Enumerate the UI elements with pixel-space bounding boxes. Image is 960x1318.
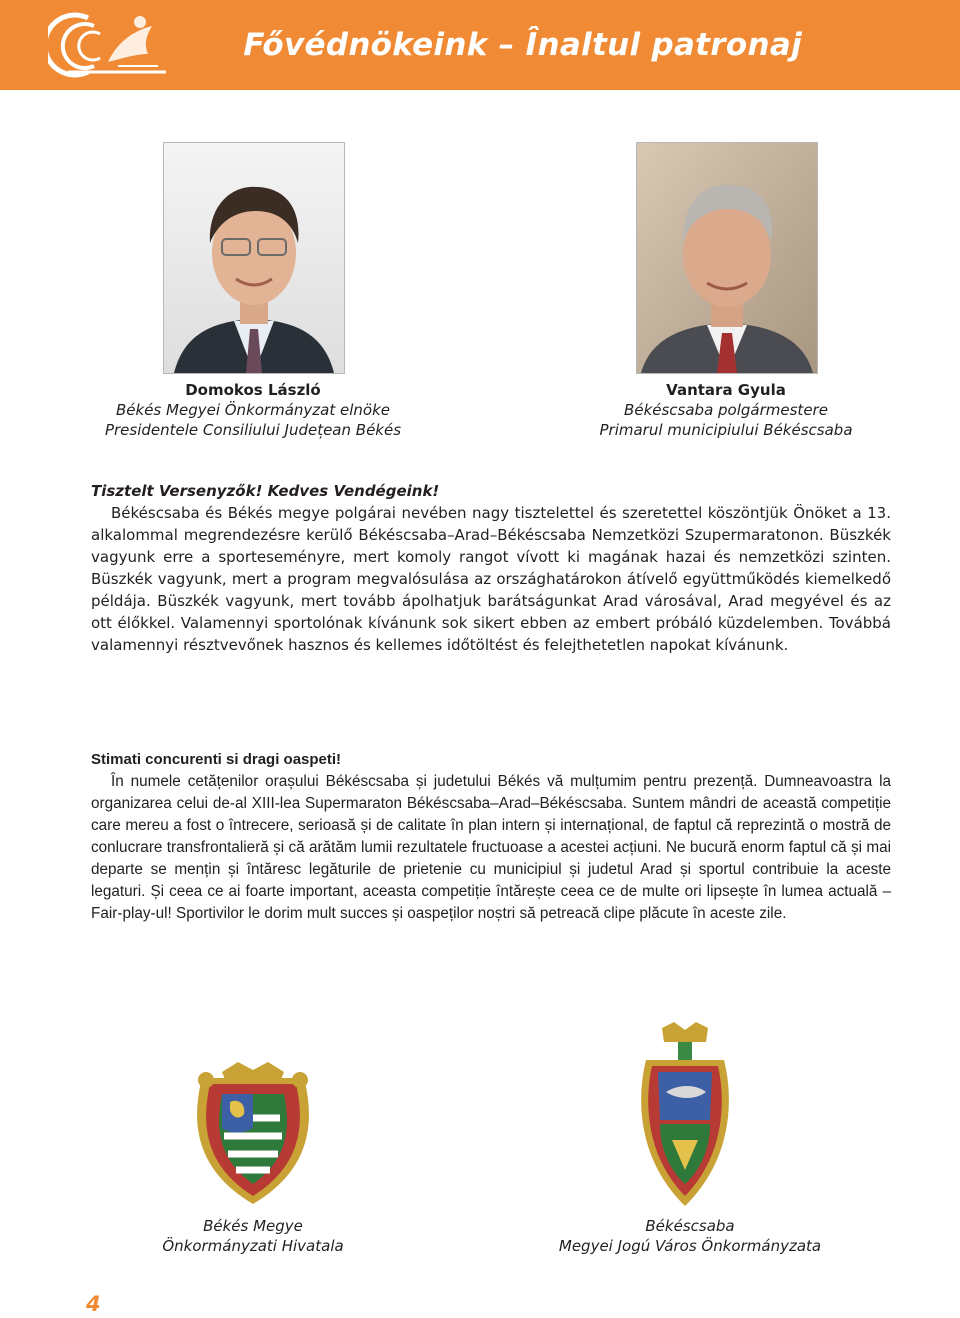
hungarian-body: Békéscsaba és Békés megye polgárai nevében nagy tisztelettel és szeretettel köszöntjük Önöket a 13. alkalommal megrendezésre kerülő Békéscsaba–Arad–Békéscsaba Nemzetközi Szupermaratonon. Büszkék vagyunk erre a sporteseményre, mert komoly rangot vívott ki magának hazai és nemzetközi szinten. Büszkék vagyunk, mert a program megvalósulása az országhatárokon átívelő együttműködés kiemelkedő példája. Büszkék vagyunk, mert tovább ápolhatjuk barátságunkat Arad városával, Arad megyével és az ott élőkkel. Valamennyi sportolónak kívánunk sok sikert ebben az embert próbáló küzdelemben. Továbbá valamennyi résztvevőnek hasznos és kellemes időtöltést és felejthetetlen napokat kívánunk. [91,504,891,654]
patron-role-ro: Presidentele Consiliului Județean Békés [104,421,402,439]
patron-caption-2 [566,380,886,440]
page-title: Fővédnökeink – Înaltul patronaj [243,27,802,63]
coat-caption-line2: Megyei Jogú Város Önkormányzata [558,1237,822,1255]
hungarian-greeting: Tisztelt Versenyzők! Kedves Vendégeink! [91,482,440,500]
romanian-section [91,749,891,925]
patron-role-hu: Békéscsaba polgármestere [624,401,828,419]
romanian-greeting: Stimati concurenti si dragi oaspeti! [91,751,342,768]
page-number: 4 [86,1292,101,1316]
patron-role-hu: Békés Megyei Önkormányzat elnöke [116,401,390,419]
coat-caption-line2: Önkormányzati Hivatala [162,1237,344,1255]
coat-caption-1 [113,1216,393,1256]
patron-caption-1 [93,380,413,440]
bekescsaba-coat-of-arms [626,1020,744,1212]
supermarathon-logo [48,10,168,78]
hungarian-section [91,480,891,656]
header-band [0,0,960,90]
patron-name: Domokos László [185,381,321,399]
patron-name: Vantara Gyula [666,381,786,399]
coat-caption-2 [540,1216,840,1256]
coat-caption-line1: Békéscsaba [645,1217,735,1235]
patron-photo-domokos [163,142,345,374]
patron-role-ro: Primarul municipiului Békéscsaba [599,421,853,439]
romanian-body: În numele cetățenilor orașului Békéscsaba și judetului Békés vă mulțumim pentru prezență. Dumneavoastra la organizarea celui de-al XIII-lea Supermaraton Békéscsaba–Arad–Békéscsaba. Suntem mândri de această competiție care mereu a fost o întrecere, serioasă și de calitate în plan intern și internațional, de faptul că reprezintă o mostră de conlucrare transfrontalieră și că arătăm lumii rezultatele fructuoase a acestei acțiuni. Ne bucură enorm faptul că și mai departe se mențin și întăresc legăturile de prietenie cu municipiul și judetul Arad și sportul contribuie la aceste legaturi. Și ceea ce ai foarte important, aceasta competiție întărește ceea ce de multe ori lipsește în lumea actuală – Fair-play-ul! Sportivilor le dorim mult succes și oaspeților noștri să petreacă clipe plăcute în aceste zile. [91,773,891,922]
bekes-county-coat-of-arms [182,1058,324,1208]
patron-photo-vantara [636,142,818,374]
coat-caption-line1: Békés Megye [203,1217,303,1235]
